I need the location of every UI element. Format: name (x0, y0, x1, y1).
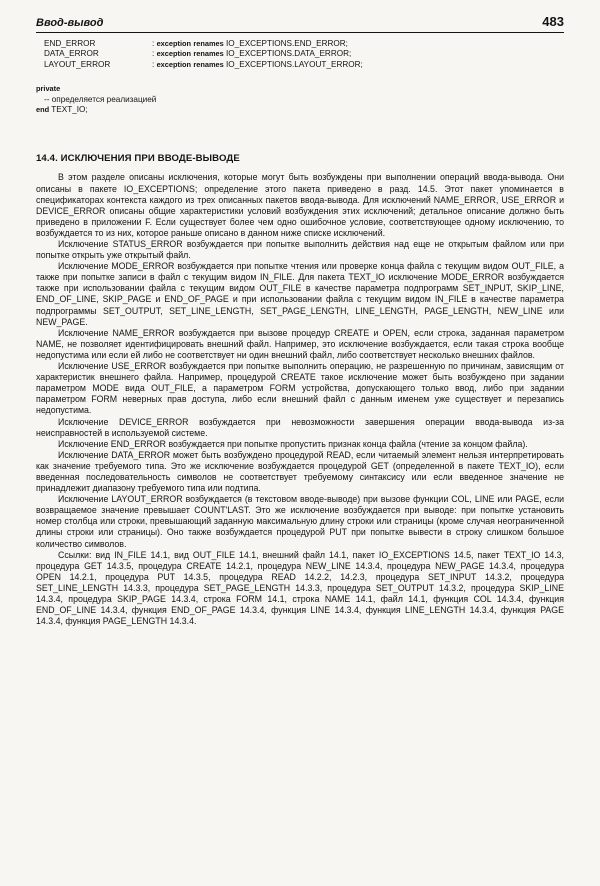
paragraph: Исключение MODE_ERROR возбуждается при попытке чтения или проверке конца файла с текущим видом OUT_FILE, а также при попытке записи в файл с текущим видом IN_FILE. Для пакета TEXT_IO исключение MODE_ERROR возбуждается также при использовании файла с текущим видом OUT_FILE в качестве параметра подпрограмм SET_INPUT, SKIP_LINE, END_OF_LINE, SKIP_PAGE и END_OF_PAGE и при использовании файла с текущим видом IN_FILE в качестве параметра подпрограммы SET_OUTPUT, SET_LINE_LENGTH, SET_PAGE_LENGTH, LINE_LENGTH, PAGE_LENGTH, NEW_LINE или NEW_PAGE. (36, 261, 564, 327)
code-keyword-end: end (36, 105, 50, 115)
code-keyword: renames (193, 39, 224, 48)
code-end-name: TEXT_IO; (51, 105, 88, 115)
paragraph: Исключение USE_ERROR возбуждается при попытке выполнить операцию, не разрешенную по причинам, зависящим от характеристик внешнего файла. Например, процедурой CREATE такое исключение может быть возбуждено при задании параметром MODE вида OUT_FILE, а параметром FORM устройства, допускающего только ввод, либо при задании параметром FORM неверных прав доступа, либо если внешний файл с данным именем уже существует и перезапись недопустима. (36, 361, 564, 416)
code-colon: : (152, 49, 155, 59)
code-colon: : (152, 59, 155, 69)
code-target: IO_EXCEPTIONS.LAYOUT_ERROR; (226, 59, 363, 69)
code-line (36, 49, 564, 59)
code-line (36, 39, 564, 49)
code-keyword: renames (193, 59, 224, 69)
section-body (36, 172, 564, 627)
running-title: Ввод-вывод (36, 17, 104, 29)
book-page (36, 14, 564, 627)
code-identifier: LAYOUT_ERROR (44, 59, 111, 69)
code-keyword: exception (156, 39, 192, 48)
code-target: IO_EXCEPTIONS.DATA_ERROR; (226, 49, 352, 59)
references-paragraph: Ссылки: вид IN_FILE 14.1, вид OUT_FILE 14.1, внешний файл 14.1, пакет IO_EXCEPTIONS 14.5, пакет TEXT_IO 14.3, процедура GET 14.3.5, процедура CREATE 14.2.1, процедура NEW_LINE 14.3.4, процедура NEW_PAGE 14.3.4, процедура OPEN 14.2.1, процедура PUT 14.3.5, процедура READ 14.2.2, 14.2.3, процедура SET_INPUT 14.3.2, процедура SET_LINE_LENGTH 14.3.3, процедура SET_PAGE_LENGTH 14.3.3, процедура SET_OUTPUT 14.3.2, процедура SKIP_LINE 14.3.4, процедура SKIP_PAGE 14.3.4, строка FORM 14.1, строка NAME 14.1, файл 14.1, функция COL 14.3.4, функция END_OF_LINE 14.3.4, функция END_OF_PAGE 14.3.4, функция LINE 14.3.4, функция LINE_LENGTH 14.3.4, функция PAGE 14.3.4, функция PAGE_LENGTH 14.3.4. (36, 549, 564, 627)
code-colon: : (152, 39, 155, 48)
paragraph: Исключение END_ERROR возбуждается при попытке пропустить признак конца файла (чтение за концом файла). (58, 438, 528, 449)
code-keyword: exception (156, 59, 192, 69)
code-tail (36, 84, 564, 115)
code-end-line (36, 105, 564, 115)
running-header (36, 14, 564, 33)
code-keyword-private: private (36, 84, 61, 94)
paragraph: Исключение DATA_ERROR может быть возбуждено процедурой READ, если читаемый элемент нельзя интерпретировать как значение требуемого типа. Это же исключение возбуждается процедурой GET (определенной в пакете TEXT_IO), если введенная последовательность символов не соответствует требуемому синтаксису или если введенное значение не принадлежит диапазону требуемого типа или подтипа. (36, 449, 564, 494)
code-comment: -- определяется реализацией (44, 94, 157, 104)
code-identifier: DATA_ERROR (44, 49, 99, 59)
paragraph: Исключение NAME_ERROR возбуждается при вызове процедур CREATE и OPEN, если строка, заданная параметром NAME, не позволяет идентифицировать внешний файл. Например, это исключение возбуждается, если такая строка вообще недопустима или если ей либо не соответствует ни один внешний файл, либо соответствует несколько внешних файлов. (36, 327, 564, 360)
paragraph: Исключение STATUS_ERROR возбуждается при попытке выполнить действия над еще не открытым файлом или при попытке открыть уже открытый файл. (36, 239, 564, 261)
code-line (36, 60, 564, 70)
code-target: IO_EXCEPTIONS.END_ERROR; (226, 39, 348, 48)
paragraph: Исключение DEVICE_ERROR возбуждается при невозможности завершения операции ввода-вывода из-за неисправностей в используемой системе. (36, 416, 564, 438)
code-identifier: END_ERROR (44, 39, 96, 48)
code-keyword: exception (156, 49, 192, 59)
paragraph: Исключение LAYOUT_ERROR возбуждается (в текстовом вводе-выводе) при вызове функции COL, LINE или PAGE, если возвращаемое значение превышает COUNT'LAST. Это же исключение возбуждается при выводе: при попытке установить номер столбца или строки, превышающий заданную максимальную длину строки или страницы (кроме случая неограниченной длины строки или страницы). Оно также возбуждается процедурой PUT при попытке вывести в строку слишком большое количество символов. (36, 494, 564, 549)
section-title: 14.4. ИСКЛЮЧЕНИЯ ПРИ ВВОДЕ-ВЫВОДЕ (36, 153, 240, 165)
page-number: 483 (542, 14, 564, 29)
code-keyword: renames (193, 49, 224, 59)
paragraph: В этом разделе описаны исключения, которые могут быть возбуждены при выполнении операций ввода-вывода. Они описаны в пакете IO_EXCEPTIONS; определение этого пакета приведено в разд. 14.5. Этот пакет упоминается в спецификаторах контекста каждого из трех описанных пакетов ввода-вывода. Для исключений NAME_ERROR, USE_ERROR и DEVICE_ERROR описаны общие характеристики условий возбуждения этих исключений; детальное описание должно быть приведено в приложении F. Если существует более чем одно ошибочное условие, соответствующее одному исключению, то возбуждается то из них, которое раньше описано в данном ниже списке исключений. (36, 172, 564, 238)
code-listing (36, 39, 564, 70)
